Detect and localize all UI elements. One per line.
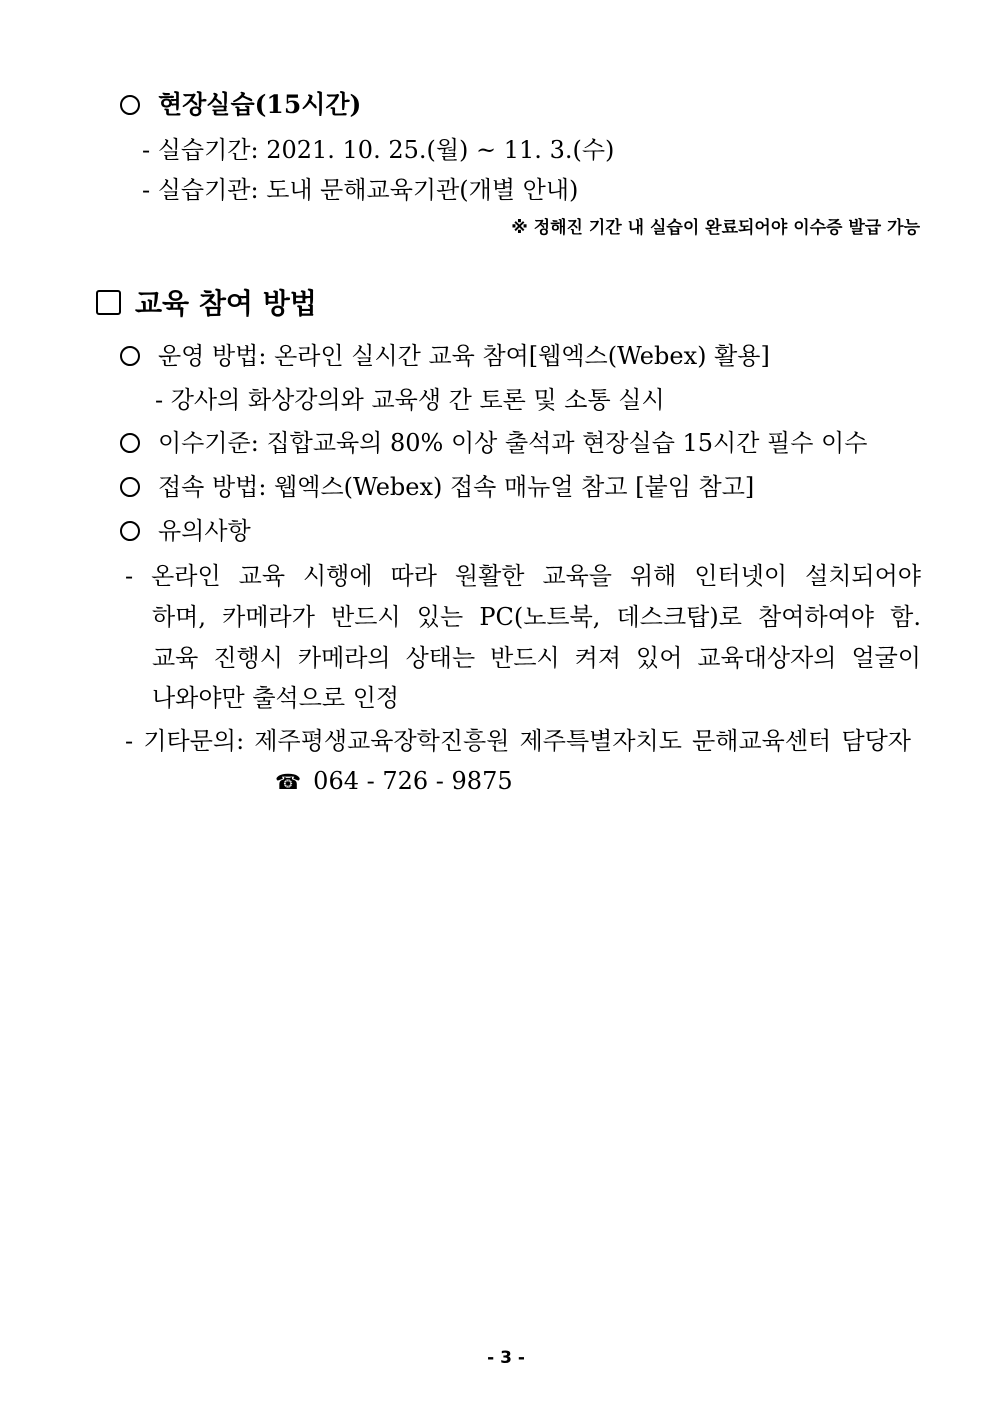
field-practice-heading — [120, 89, 361, 121]
completion-text: 이수기준: 집합교육의 80% 이상 출석과 현장실습 15시간 필수 이수 — [158, 429, 868, 457]
practice-institution: - 실습기관: 도내 문해교육기관(개별 안내) — [142, 176, 579, 204]
phone-icon: ☎ — [275, 770, 302, 794]
notes-line-3: 교육 진행시 카메라의 상태는 반드시 켜져 있어 교육대상자의 얼굴이 — [152, 644, 921, 672]
checkbox-square-icon — [96, 290, 121, 315]
circle-bullet-icon — [120, 346, 140, 366]
completion-item — [120, 427, 867, 459]
notes-line-2: 하며, 카메라가 반드시 있는 PC(노트북, 데스크탑)로 참여하여야 함. — [152, 603, 921, 631]
circle-bullet-icon — [120, 433, 140, 453]
section-title-text: 교육 참여 방법 — [135, 287, 317, 320]
section-title — [96, 286, 317, 322]
notes-heading — [120, 515, 251, 547]
circle-bullet-icon — [120, 521, 140, 541]
access-item — [120, 471, 754, 503]
practice-period: - 실습기간: 2021. 10. 25.(월) ~ 11. 3.(수) — [142, 136, 615, 164]
inquiry-line: - 기타문의: 제주평생교육장학진흥원 제주특별자치도 문해교육센터 담당자 — [125, 727, 911, 755]
circle-bullet-icon — [120, 477, 140, 497]
notes-line-1: - 온라인 교육 시행에 따라 원활한 교육을 위해 인터넷이 설치되어야 — [125, 562, 921, 590]
operation-text: 운영 방법: 온라인 실시간 교육 참여[웹엑스(Webex) 활용] — [158, 342, 770, 370]
notes-line-4: 나와야만 출석으로 인정 — [152, 684, 400, 712]
field-practice-heading-text: 현장실습(15시간) — [158, 90, 362, 119]
operation-item — [120, 340, 770, 372]
practice-note: ※ 정해진 기간 내 실습이 완료되어야 이수증 발급 가능 — [511, 218, 920, 238]
operation-detail: - 강사의 화상강의와 교육생 간 토론 및 소통 실시 — [155, 386, 665, 414]
page-number: - 3 - — [487, 1348, 525, 1368]
phone-number: 064 - 726 - 9875 — [313, 767, 513, 795]
circle-bullet-icon — [120, 95, 140, 115]
phone-line — [275, 765, 513, 798]
access-text: 접속 방법: 웹엑스(Webex) 접속 매뉴얼 참고 [붙임 참고] — [158, 473, 755, 501]
notes-heading-text: 유의사항 — [158, 517, 251, 545]
